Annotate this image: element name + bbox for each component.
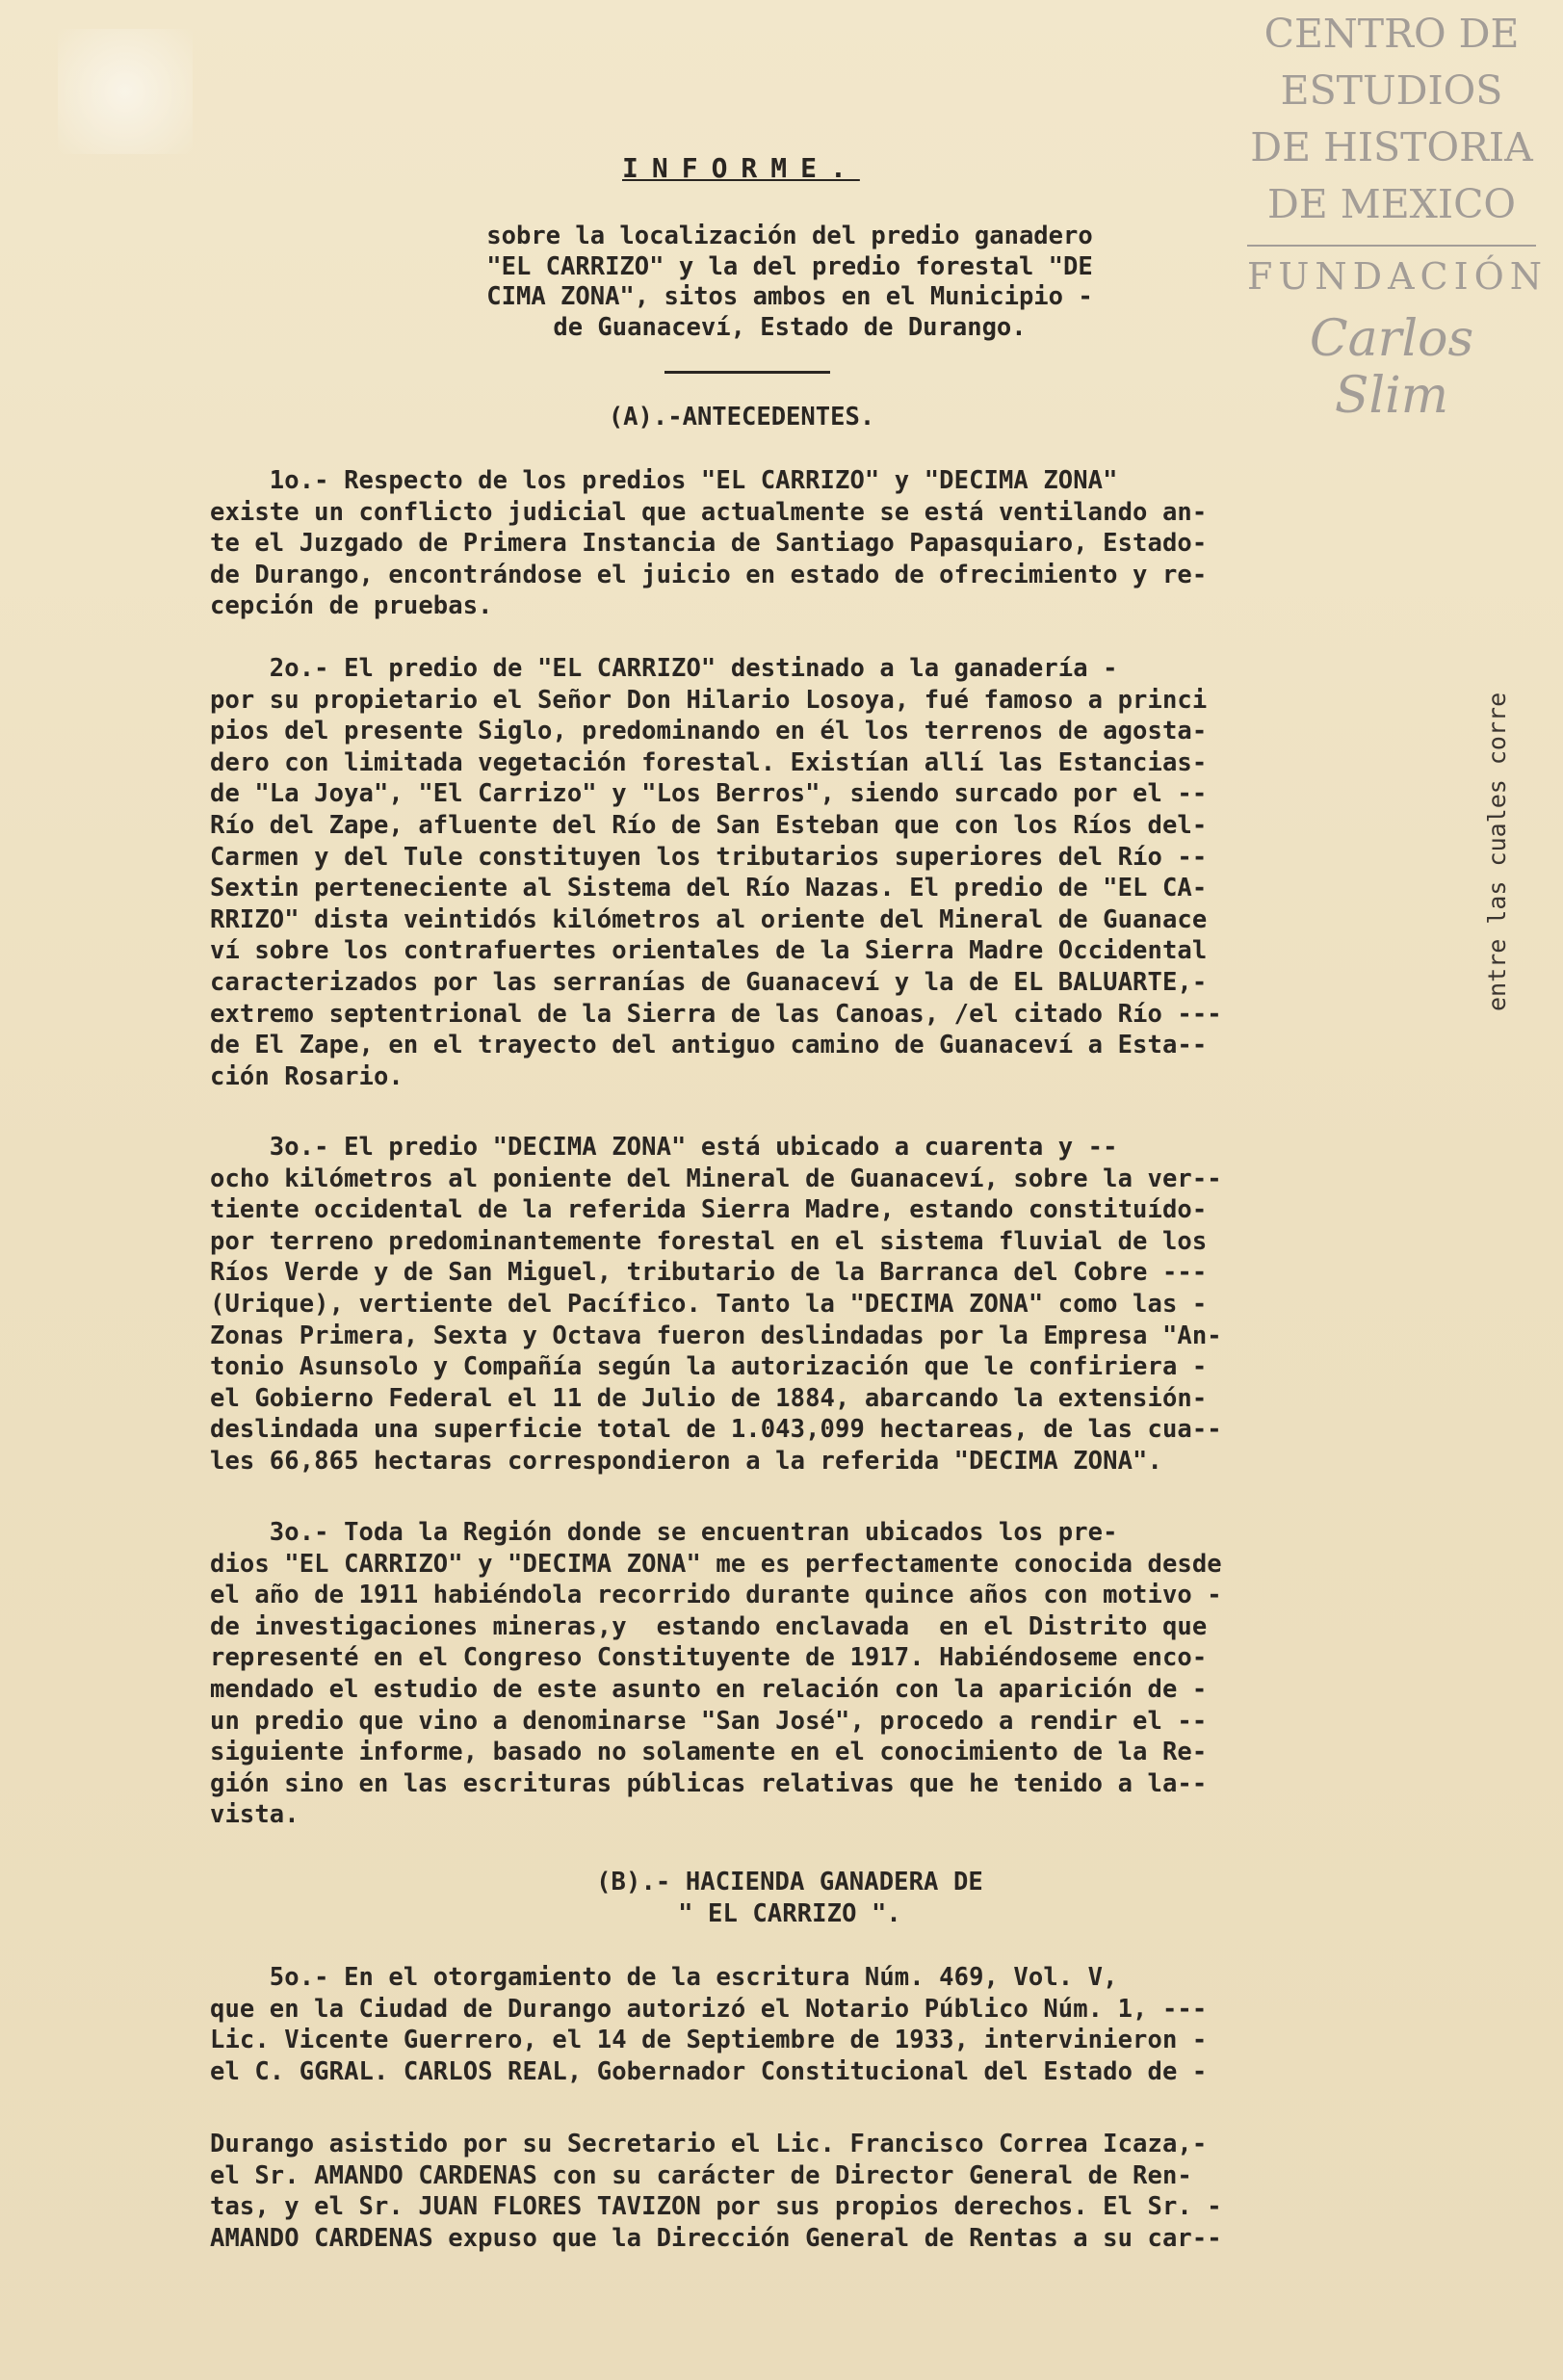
paragraph-2 [210, 653, 1460, 1092]
para-line: les 66,865 hectaras correspondieron a la referida "DECIMA ZONA". [210, 1446, 1162, 1476]
section-b-line: (B).- HACIENDA GANADERA DE [596, 1868, 983, 1896]
para-line: el año de 1911 habiéndola recorrido durante quince años con motivo - [210, 1581, 1222, 1610]
subtitle-line: sobre la localización del predio ganadero [486, 222, 1093, 250]
para-line: dero con limitada vegetación forestal. Existían allí las Estancias- [210, 747, 1208, 777]
para-line: tonio Asunsolo y Compañía según la autorización que le confiriera - [210, 1352, 1208, 1382]
para-line: 1o.- Respecto de los predios "EL CARRIZO" y "DECIMA ZONA" [210, 466, 1118, 495]
para-line: Zonas Primera, Sexta y Octava fueron deslindadas por la Empresa "An- [210, 1321, 1222, 1350]
para-line: AMANDO CARDENAS expuso que la Dirección General de Rentas a su car-- [210, 2223, 1222, 2253]
para-line: tas, y el Sr. JUAN FLORES TAVIZON por sus propios derechos. El Sr. - [210, 2192, 1222, 2222]
paragraph-4 [210, 1517, 1460, 1831]
para-line: de "La Joya", "El Carrizo" y "Los Berros", siendo surcado por el -- [210, 779, 1208, 809]
para-line: Sextin perteneciente al Sistema del Río Nazas. El predio de "EL CA- [210, 874, 1208, 903]
para-line: cepción de pruebas. [210, 591, 493, 621]
para-line: de El Zape, en el trayecto del antiguo camino de Guanaceví a Esta-- [210, 1031, 1208, 1060]
para-line: vista. [210, 1800, 300, 1830]
subtitle-line: CIMA ZONA", sitos ambos en el Municipio - [486, 282, 1093, 311]
paper-scuff [58, 29, 193, 154]
para-line: por terreno predominantemente forestal en el sistema fluvial de los [210, 1226, 1208, 1256]
para-line: ción Rosario. [210, 1061, 404, 1091]
para-line: gión sino en las escrituras públicas relativas que he tenido a la-- [210, 1768, 1208, 1798]
para-line: ví sobre los contrafuertes orientales de la Sierra Madre Occidental [210, 936, 1208, 966]
section-b-heading [520, 1867, 1059, 1929]
para-line: un predio que vino a denominarse "San José", procedo a rendir el -- [210, 1706, 1208, 1736]
para-line: Río del Zape, afluente del Río de San Esteban que con los Ríos del- [210, 810, 1208, 840]
para-line: 2o.- El predio de "EL CARRIZO" destinado a la ganadería - [210, 654, 1118, 683]
para-line: 3o.- Toda la Región donde se encuentran ubicados los pre- [210, 1518, 1118, 1547]
subtitle-line: "EL CARRIZO" y la del predio forestal "DE [486, 251, 1093, 281]
para-line: caracterizados por las serranías de Guanaceví y la de EL BALUARTE,- [210, 967, 1208, 997]
paragraph-5 [210, 1962, 1460, 2087]
para-line: (Urique), vertiente del Pacífico. Tanto la "DECIMA ZONA" como las - [210, 1289, 1208, 1319]
para-line: te el Juzgado de Primera Instancia de Santiago Papasquiaro, Estado- [210, 529, 1208, 559]
paragraph-6 [210, 2129, 1460, 2254]
para-line: que en la Ciudad de Durango autorizó el Notario Público Núm. 1, --- [210, 1994, 1208, 2024]
stamp-fundacion: FUNDACIÓN [1247, 255, 1549, 298]
para-line: representé en el Congreso Constituyente de 1917. Habiéndoseme enco- [210, 1643, 1208, 1673]
section-b-line: " EL CARRIZO ". [678, 1898, 901, 1928]
para-line: mendado el estudio de este asunto en relación con la aparición de - [210, 1674, 1208, 1704]
document-subtitle [404, 222, 1175, 343]
paragraph-1 [210, 465, 1460, 622]
para-line: siguiente informe, basado no solamente en el conocimiento de la Re- [210, 1738, 1208, 1767]
para-line: Durango asistido por su Secretario el Lic. Francisco Correa Icaza,- [210, 2130, 1208, 2158]
archive-stamp [1247, 6, 1549, 425]
stamp-line-3: DE HISTORIA [1250, 124, 1533, 170]
para-line: RRIZO" dista veintidós kilómetros al oriente del Mineral de Guanace [210, 904, 1208, 934]
section-a-heading: (A).-ANTECEDENTES. [608, 403, 875, 432]
stamp-signature: Carlos Slim [1309, 310, 1474, 425]
para-line: Ríos Verde y de San Miguel, tributario de la Barranca del Cobre --- [210, 1258, 1208, 1288]
para-line: 5o.- En el otorgamiento de la escritura Núm. 469, Vol. V, [210, 1963, 1118, 1992]
stamp-rule [1247, 245, 1536, 247]
para-line: por su propietario el Señor Don Hilario Losoya, fué famoso a princi [210, 685, 1208, 715]
document-title: INFORME. [622, 152, 860, 184]
para-line: el Gobierno Federal el 11 de Julio de 1884, abarcando la extensión- [210, 1383, 1208, 1413]
para-line: de Durango, encontrándose el juicio en estado de ofrecimiento y re- [210, 560, 1208, 589]
margin-annotation: entre las cuales corre [1483, 692, 1511, 1011]
para-line: deslindada una superficie total de 1.043,099 hectareas, de las cua-- [210, 1415, 1222, 1445]
para-line: dios "EL CARRIZO" y "DECIMA ZONA" me es perfectamente conocida desde [210, 1549, 1222, 1579]
para-line: de investigaciones mineras,y estando enclavada en el Distrito que [210, 1611, 1208, 1641]
para-line: el Sr. AMANDO CARDENAS con su carácter de Director General de Ren- [210, 2160, 1192, 2190]
para-line: extremo septentrional de la Sierra de las Canoas, /el citado Río --- [210, 999, 1222, 1029]
para-line: ocho kilómetros al poniente del Mineral de Guanaceví, sobre la ver-- [210, 1164, 1222, 1193]
para-line: pios del presente Siglo, predominando en él los terrenos de agosta- [210, 717, 1208, 746]
title-separator [664, 371, 830, 374]
para-line: Carmen y del Tule constituyen los tributarios superiores del Río -- [210, 842, 1208, 872]
para-line: el C. GGRAL. CARLOS REAL, Gobernador Constitucional del Estado de - [210, 2056, 1208, 2086]
stamp-line-4: DE MEXICO [1266, 181, 1517, 227]
stamp-line-1: CENTRO DE [1263, 11, 1520, 57]
para-line: existe un conflicto judicial que actualmente se está ventilando an- [210, 497, 1208, 527]
paragraph-3 [210, 1132, 1460, 1478]
stamp-line-2: ESTUDIOS [1280, 67, 1503, 114]
para-line: 3o.- El predio "DECIMA ZONA" está ubicado a cuarenta y -- [210, 1133, 1118, 1162]
para-line: Lic. Vicente Guerrero, el 14 de Septiembre de 1933, intervinieron - [210, 2026, 1208, 2055]
para-line: tiente occidental de la referida Sierra Madre, estando constituído- [210, 1195, 1208, 1225]
subtitle-line: de Guanaceví, Estado de Durango. [553, 312, 1027, 342]
